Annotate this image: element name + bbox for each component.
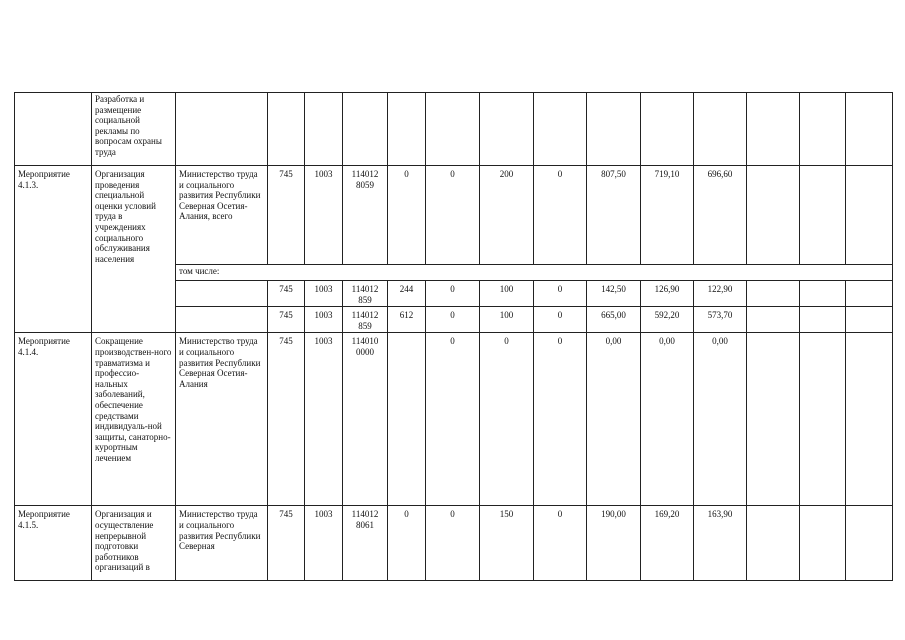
value-cell: 0 [534,333,587,506]
rzpr-cell: 1003 [305,166,343,265]
value-cell [641,93,694,166]
value-cell: 0 [480,333,534,506]
value-cell: 0 [534,281,587,307]
value-cell: 0 [426,166,480,265]
csr-cell: 114012 8061 [343,506,388,581]
csr-cell: 114012 859 [343,307,388,333]
rzpr-cell: 1003 [305,333,343,506]
executor-cell [176,281,268,307]
measure-cell: Мероприятие 4.1.3. [15,166,92,333]
value-cell: 0 [426,281,480,307]
grbs-cell: 745 [268,506,305,581]
value-cell: 190,00 [587,506,641,581]
value-cell: 200 [480,166,534,265]
value-cell [747,281,800,307]
measure-cell: Мероприятие 4.1.5. [15,506,92,581]
value-cell: 0 [534,166,587,265]
value-cell [800,166,846,265]
value-cell [587,93,641,166]
value-cell: 592,20 [641,307,694,333]
value-cell: 100 [480,307,534,333]
value-cell: 126,90 [641,281,694,307]
value-cell [800,333,846,506]
value-cell [800,93,846,166]
value-cell: 150 [480,506,534,581]
csr-cell [343,93,388,166]
executor-cell: Министерство труда и социального развития Республики Северная Осетия-Алания [176,333,268,506]
value-cell [747,506,800,581]
value-cell: 142,50 [587,281,641,307]
measure-name-cell: Организация проведения специальной оценки условий труда в учреждениях социального обслуживания населения [92,166,176,333]
value-cell: 0 [426,307,480,333]
executor-cell [176,93,268,166]
value-cell [694,93,747,166]
value-cell [800,281,846,307]
csr-cell: 114012 859 [343,281,388,307]
value-cell: 0 [426,333,480,506]
value-cell: 719,10 [641,166,694,265]
value-cell [846,307,893,333]
table-row [15,93,893,166]
grbs-cell: 745 [268,333,305,506]
value-cell: 0,00 [694,333,747,506]
value-cell [534,93,587,166]
value-cell: 807,50 [587,166,641,265]
value-cell: 0 [534,506,587,581]
value-cell: 0,00 [641,333,694,506]
vr-cell [388,93,426,166]
measure-name-cell: Сокращение производствен-ного травматизма и профессио-нальных заболеваний, обеспечение средствами индивидуаль-ной защиты, санаторно-курортным лечением [92,333,176,506]
value-cell: 0,00 [587,333,641,506]
value-cell: 100 [480,281,534,307]
value-cell [747,93,800,166]
value-cell [747,307,800,333]
value-cell: 696,60 [694,166,747,265]
value-cell [800,307,846,333]
value-cell [747,333,800,506]
rzpr-cell: 1003 [305,281,343,307]
vr-cell: 0 [388,166,426,265]
budget-table-sheet [14,92,893,581]
value-cell [846,166,893,265]
grbs-cell [268,93,305,166]
measure-name-cell: Организация и осуществление непрерывной подготовки работников организаций в [92,506,176,581]
value-cell [480,93,534,166]
value-cell: 0 [426,506,480,581]
value-cell: 573,70 [694,307,747,333]
measure-cell: Мероприятие 4.1.4. [15,333,92,506]
value-cell [846,281,893,307]
value-cell [800,506,846,581]
executor-cell: Министерство труда и социального развития Республики Северная [176,506,268,581]
executor-cell: Министерство труда и социального развития Республики Северная Осетия-Алания, всего [176,166,268,265]
executor-cell [176,307,268,333]
vr-cell: 0 [388,506,426,581]
value-cell [747,166,800,265]
value-cell: 163,90 [694,506,747,581]
csr-cell: 114010 0000 [343,333,388,506]
vr-cell [388,333,426,506]
vr-cell: 244 [388,281,426,307]
table-row [15,166,893,265]
measure-cell [15,93,92,166]
csr-cell: 114012 8059 [343,166,388,265]
table-row [15,333,893,506]
vr-cell: 612 [388,307,426,333]
rzpr-cell: 1003 [305,307,343,333]
including-label: том числе: [176,265,893,281]
measure-name-cell: Разработка и размещение социальной рекламы по вопросам охраны труда [92,93,176,166]
grbs-cell: 745 [268,281,305,307]
grbs-cell: 745 [268,307,305,333]
rzpr-cell: 1003 [305,506,343,581]
value-cell: 665,00 [587,307,641,333]
value-cell [846,506,893,581]
rzpr-cell [305,93,343,166]
value-cell: 0 [534,307,587,333]
grbs-cell: 745 [268,166,305,265]
value-cell [426,93,480,166]
value-cell: 169,20 [641,506,694,581]
budget-table [14,92,893,581]
value-cell [846,333,893,506]
value-cell: 122,90 [694,281,747,307]
value-cell [846,93,893,166]
table-row [15,506,893,581]
